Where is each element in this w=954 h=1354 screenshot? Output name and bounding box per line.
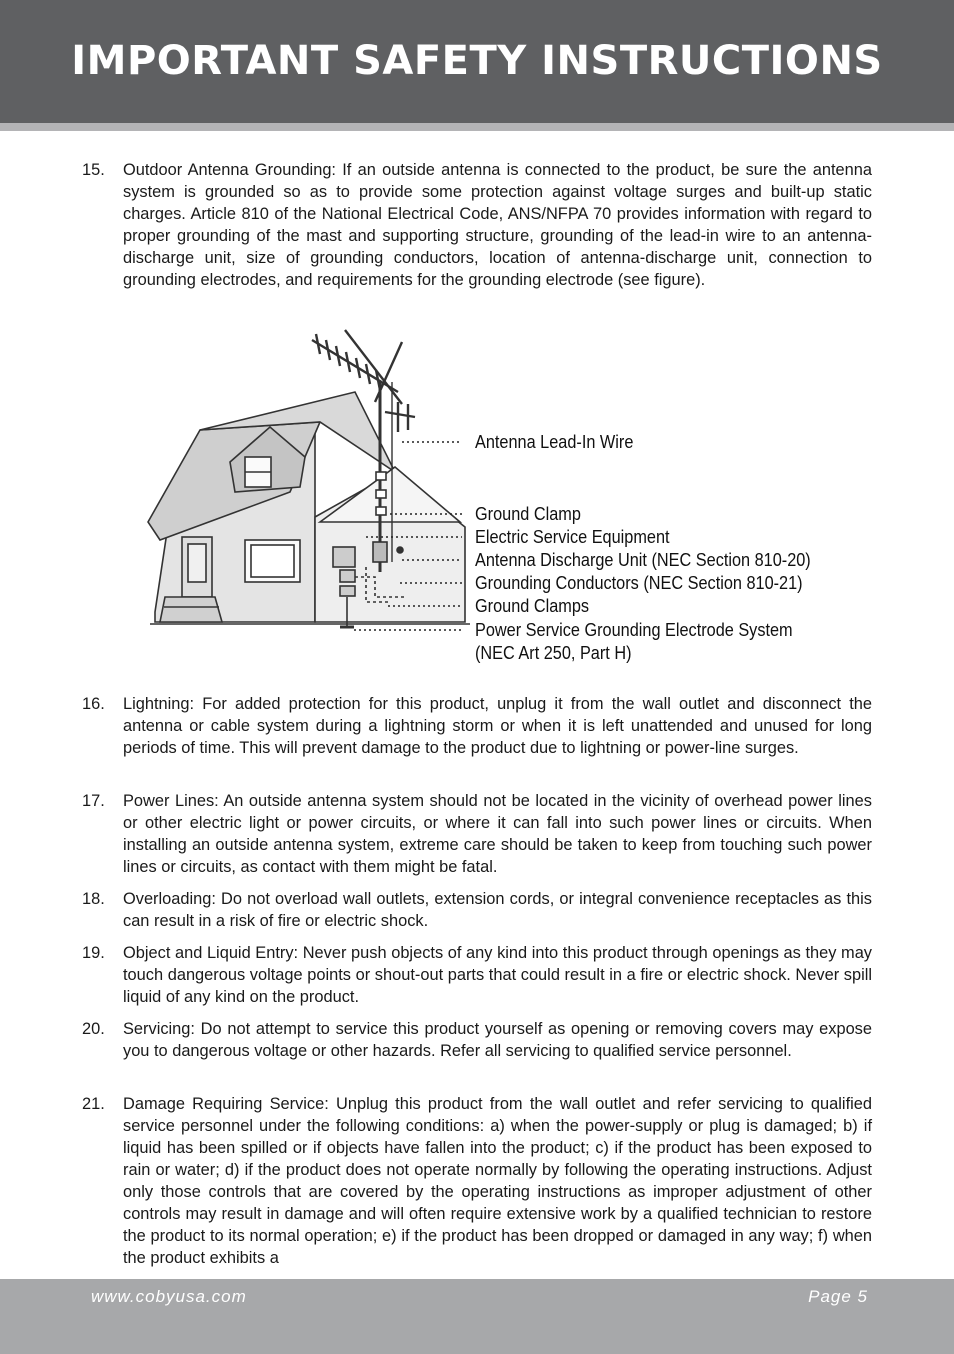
figure-label-ground-clamp: Ground Clamp — [475, 503, 581, 524]
figure-label-discharge-unit: Antenna Discharge Unit (NEC Section 810-20) — [475, 549, 811, 570]
instruction-item-18 — [82, 888, 872, 932]
item-text: Object and Liquid Entry: Never push objects of any kind into this product through openings as they may touch dangerous voltage points or shout-out parts that could result in a fire or electric shock. Never spill liquid of any kind on the product. — [123, 944, 872, 1006]
item-text: Outdoor Antenna Grounding: If an outside antenna is connected to the product, be sure the antenna system is grounded so as to provide some protection against voltage surges and built-up static charges. Article 810 of the National Electrical Code, ANS/NFPA 70 provides information with regard to proper grounding of the mast and supporting structure, grounding of the lead-in wire to an antenna-discharge unit, size of grounding conductors, location of antenna-discharge unit, connection to grounding electrodes, and requirements for the grounding electrode (see figure). — [123, 161, 872, 289]
item-number: 15. — [82, 161, 105, 179]
instruction-item-20 — [82, 1018, 872, 1062]
item-number: 19. — [82, 944, 105, 962]
figure-label-service-equipment: Electric Service Equipment — [475, 526, 670, 547]
header-divider — [0, 123, 954, 131]
page-title: IMPORTANT SAFETY INSTRUCTIONS — [71, 38, 883, 84]
item-text: Damage Requiring Service: Unplug this product from the wall outlet and refer servicing to qualified service personnel under the following conditions: a) when the power-supply or plug is damaged; b) if liquid has been spilled or if objects have fallen into the product; c) if the product has been exposed to rain or water; d) if the product does not operate normally by following the operating instructions. Adjust only those controls that are covered by the operating instructions as improper adjustment of other controls may result in damage and will often require extensive work by a qualified technician to restore the product to its normal operation; e) if the product has been dropped or damaged in any way; f) when the product exhibits a — [123, 1095, 872, 1267]
footer-website-link[interactable]: www.cobyusa.com — [91, 1287, 247, 1306]
instruction-item-15 — [82, 159, 872, 291]
figure-label-lead-in-wire: Antenna Lead-In Wire — [475, 431, 634, 452]
item-number: 21. — [82, 1095, 105, 1113]
page-footer — [0, 1279, 954, 1354]
instruction-item-17 — [82, 790, 872, 878]
figure-label-electrode-system: Power Service Grounding Electrode System — [475, 619, 793, 640]
instruction-item-21 — [82, 1093, 872, 1269]
figure-label-nec-art: (NEC Art 250, Part H) — [475, 642, 632, 663]
item-text: Servicing: Do not attempt to service this product yourself as opening or removing covers may expose you to dangerous voltage or other hazards. Refer all servicing to qualified service personnel. — [123, 1020, 872, 1060]
item-text: Overloading: Do not overload wall outlets, extension cords, or integral convenience receptacles as this can result in a risk of fire or electric shock. — [123, 890, 872, 930]
item-number: 16. — [82, 695, 105, 713]
instruction-item-16 — [82, 693, 872, 759]
item-number: 18. — [82, 890, 105, 908]
item-text: Lightning: For added protection for this product, unplug it from the wall outlet and disconnect the antenna or cable system during a lightning storm or when it is left unattended and unused for long periods of time. This will prevent damage to the product due to lightning or power-line surges. — [123, 695, 872, 757]
figure-label-ground-clamps: Ground Clamps — [475, 595, 590, 616]
item-number: 17. — [82, 792, 105, 810]
page-header — [0, 0, 954, 123]
instruction-item-19 — [82, 942, 872, 1008]
footer-page-number: Page 5 — [808, 1287, 868, 1306]
antenna-grounding-figure — [140, 322, 870, 672]
item-number: 20. — [82, 1020, 105, 1038]
figure-label-grounding-conductors: Grounding Conductors (NEC Section 810-21) — [475, 572, 803, 593]
item-text: Power Lines: An outside antenna system should not be located in the vicinity of overhead power lines or other electric light or power circuits, or where it can fall into such power lines or circuits. When installing an outside antenna system, extreme care should be taken to keep from touching such power lines or circuits, as contact with them might be fatal. — [123, 792, 872, 876]
